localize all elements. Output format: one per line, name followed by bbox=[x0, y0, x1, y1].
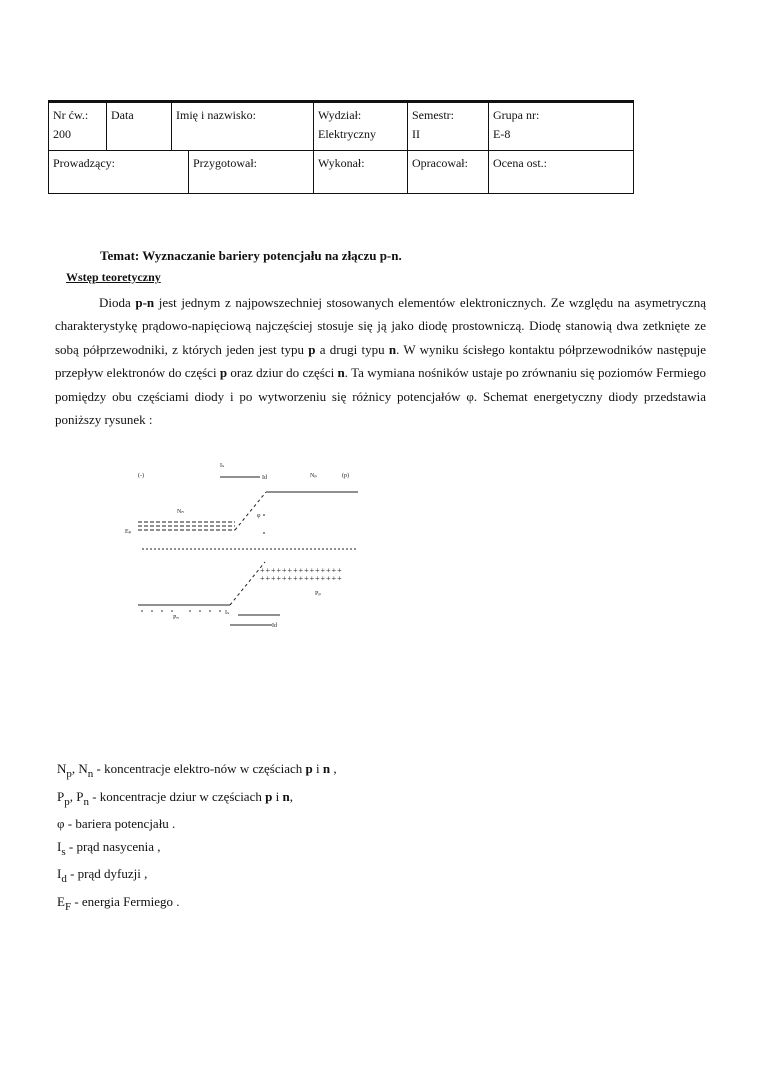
label-is-top: Iₛ bbox=[220, 463, 225, 469]
text-run: Dioda bbox=[99, 295, 136, 310]
text-run: i bbox=[312, 761, 323, 776]
legend-item-p bbox=[57, 786, 337, 814]
subscript: p bbox=[64, 795, 70, 808]
label-ef: Eₚ bbox=[125, 529, 132, 535]
energy-band-diagram bbox=[120, 455, 370, 635]
cell-exercise-no bbox=[49, 103, 107, 150]
cell-label: Grupa nr: bbox=[493, 108, 540, 122]
bold-run: n bbox=[388, 341, 397, 357]
hole-markers bbox=[260, 566, 343, 583]
cell-value: Elektryczny bbox=[318, 127, 376, 141]
electron-dots-n bbox=[141, 610, 221, 612]
cell-supervisor bbox=[49, 151, 189, 194]
conduction-band-slope bbox=[235, 492, 266, 530]
cell-value: II bbox=[412, 127, 420, 141]
document-title: Temat: Wyznaczanie bariery potencjału na złączu p-n. bbox=[100, 248, 402, 263]
subscript: s bbox=[61, 845, 66, 858]
bold-run: p bbox=[219, 365, 228, 381]
description: - prąd nasycenia , bbox=[65, 838, 161, 854]
cell-label: Ocena ost.: bbox=[493, 156, 547, 170]
text-run: jest jednym z najpowszechniej stosowanych elementów elektronicznych. Ze względu na asymetryczną charakterystykę prądowo-napięciową najczęściej stosuje się ją jako diodę prostowniczą. Diodę stanowią dwa zetknięte ze sobą półprzewodniki, z których jeden jest typu bbox=[55, 295, 706, 357]
subscript: p bbox=[66, 768, 72, 780]
label-is-bottom: Iₛ bbox=[225, 610, 230, 616]
symbol-legend bbox=[57, 758, 337, 918]
symbol: N bbox=[57, 761, 67, 776]
symbol: P bbox=[57, 788, 65, 804]
cell-name bbox=[172, 103, 314, 150]
cell-label: Opracował: bbox=[412, 156, 468, 170]
cell-value: 200 bbox=[53, 127, 71, 141]
text-run: . W wyniku ścisłego kontaktu półprzewodników następuje przepływ elektronów do części bbox=[55, 341, 706, 381]
description: - prąd dyfuzji , bbox=[66, 866, 148, 881]
label-id-bottom: Id bbox=[272, 623, 277, 629]
description: - energia Fermiego . bbox=[71, 893, 180, 909]
symbol: I bbox=[57, 838, 62, 854]
region-left-label: (-) bbox=[138, 473, 144, 479]
label-nn: Nₙ bbox=[177, 509, 184, 515]
cell-label: Nr ćw.: bbox=[53, 108, 89, 122]
bold-run: n bbox=[337, 365, 345, 381]
bold-run: p bbox=[308, 341, 316, 357]
bold-run: n bbox=[322, 761, 331, 776]
cell-label: Imię i nazwisko: bbox=[176, 108, 256, 122]
bold-run: p-n bbox=[135, 295, 155, 310]
intro-paragraph bbox=[55, 291, 706, 431]
cell-faculty bbox=[314, 103, 408, 150]
subscript: F bbox=[64, 900, 72, 913]
text-run: . Ta wymiana nośników ustaje po zrównaniu się poziomów Fermiego pomiędzy obu częściami diody i po wytworzeniu się różnicy potencjałów φ. Schemat energetyczny diody przedstawia poniższy rysunek : bbox=[55, 365, 706, 428]
subscript: d bbox=[61, 873, 67, 885]
header-table bbox=[48, 100, 634, 194]
description: - koncentracje dziur w częściach bbox=[88, 788, 266, 804]
symbol: , P bbox=[69, 788, 84, 804]
label-phi: φ bbox=[257, 513, 261, 519]
cell-elaborated bbox=[408, 151, 489, 194]
text-run: oraz dziur do części bbox=[227, 365, 338, 381]
text-run: a drugi typu bbox=[315, 341, 389, 357]
cell-performed bbox=[314, 151, 408, 194]
svg-text:+++++++++++++++: +++++++++++++++ bbox=[260, 574, 343, 583]
cell-final-grade bbox=[489, 151, 633, 194]
cell-label: Semestr: bbox=[412, 108, 454, 122]
label-pp: Pₚ bbox=[315, 591, 321, 597]
cell-date bbox=[107, 103, 172, 150]
cell-label: Data bbox=[111, 108, 134, 122]
label-np: Nₚ bbox=[310, 473, 317, 479]
legend-item-is bbox=[57, 836, 337, 864]
cell-label: Przygotował: bbox=[193, 156, 257, 170]
legend-item-n bbox=[57, 758, 337, 786]
header-row-1 bbox=[49, 103, 633, 151]
label-pn: Pₙ bbox=[173, 615, 179, 621]
bold-run: p bbox=[305, 761, 313, 776]
symbol: E bbox=[57, 893, 65, 909]
text-run: , bbox=[330, 761, 337, 776]
cell-label: Prowadzący: bbox=[53, 156, 115, 170]
symbol: I bbox=[57, 866, 62, 881]
section-heading: Wstęp teoretyczny bbox=[66, 270, 161, 284]
cell-group bbox=[489, 103, 633, 150]
subscript: n bbox=[83, 795, 89, 808]
legend-item-id bbox=[57, 863, 337, 891]
cell-prepared bbox=[189, 151, 314, 194]
svg-text:+++++++++++++++: +++++++++++++++ bbox=[260, 566, 343, 575]
cell-label: Wykonał: bbox=[318, 156, 365, 170]
cell-value: E-8 bbox=[493, 127, 511, 141]
description: φ - bariera potencjału . bbox=[57, 816, 176, 831]
header-row-2 bbox=[49, 151, 633, 194]
legend-item-phi bbox=[57, 813, 337, 836]
text-run: i bbox=[272, 788, 283, 804]
bold-run: p bbox=[265, 788, 273, 804]
label-id-top: Id bbox=[262, 475, 267, 481]
bold-run: n bbox=[282, 788, 290, 804]
cell-semester bbox=[408, 103, 489, 150]
legend-item-ef bbox=[57, 891, 337, 919]
region-right-label: (p) bbox=[342, 473, 349, 479]
subscript: n bbox=[87, 768, 94, 780]
symbol: , N bbox=[71, 761, 88, 776]
cell-label: Wydział: bbox=[318, 108, 362, 122]
text-run: , bbox=[289, 788, 293, 804]
description: - koncentracje elektro-nów w częściach bbox=[93, 761, 306, 776]
